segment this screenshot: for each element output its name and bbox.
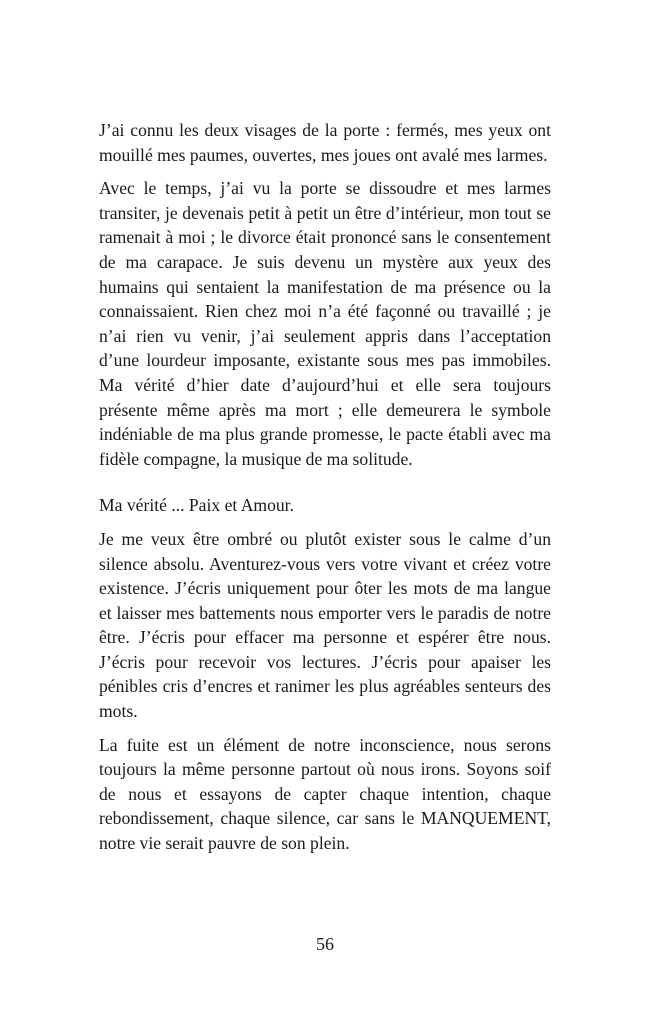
- page-body: [99, 118, 551, 865]
- paragraph-flight: La fuite est un élément de notre inconscience, nous serons toujours la même personne partout où nous irons. Soyons soif de nous et essayons de capter chaque intention, chaque rebondissement, chaque silence, car sans le MANQUEMENT, notre vie serait pauvre de son plein.: [99, 734, 551, 854]
- section-heading: Ma vérité ... Paix et Amour.: [99, 495, 294, 516]
- page-number: 56: [316, 934, 334, 954]
- paragraph-doors: J’ai connu les deux visages de la porte : fermés, mes yeux ont mouillé mes paumes, ouvertes, mes joues ont avalé mes larmes.: [99, 120, 551, 165]
- section-truth: [99, 493, 551, 855]
- paragraph-writing: Je me veux être ombré ou plutôt exister sous le calme d’un silence absolu. Aventurez-vous vers votre vivant et créez votre existence. J’écris uniquement pour ôter les mots de ma langue et laisser mes battements nous emporter vers le paradis de notre être. J’écris pour effacer ma personne et espérer être nous. J’écris pour recevoir vos lectures. J’écris pour apaiser les pénibles cris d’encres et ranimer les plus agréables senteurs des mots.: [99, 528, 551, 722]
- paragraph-time: Avec le temps, j’ai vu la porte se dissoudre et mes larmes transiter, je devenais petit à petit un être d’intérieur, mon tout se ramenait à moi ; le divorce était prononcé sans le consentement de ma carapace. Je suis devenu un mystère aux yeux des humains qui sentaient la manifestation de ma présence ou la connaissaient. Rien chez moi n’a été façonné ou travaillé ; je n’ai rien vu venir, j’ai seulement appris dans l’acceptation d’une lourdeur imposante, existante sous mes pas immobiles. Ma vérité d’hier date d’aujourd’hui et elle sera toujours présente même après ma mort ; elle demeurera le symbole indéniable de ma plus grande promesse, le pacte établi avec ma fidèle compagne, la musique de ma solitude.: [99, 178, 551, 469]
